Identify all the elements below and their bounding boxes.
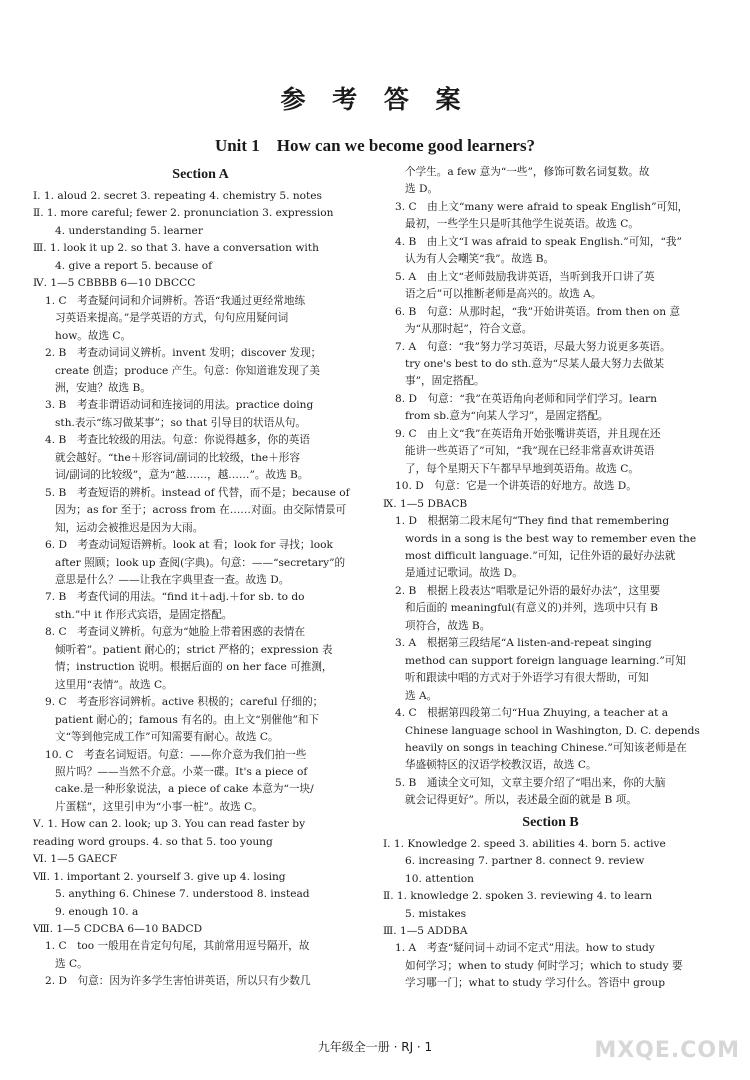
answer-line: 9. C 考查形容词辨析。active 积极的；careful 仔细的；	[45, 696, 324, 709]
answer-line: try one's best to do sth.意为“尽某人最大努力去做某	[405, 357, 664, 370]
answer-line: 选 A。	[405, 689, 438, 702]
answer-line: Ⅱ. 1. more careful; fewer 2. pronunciation 3. expression	[33, 207, 334, 220]
answer-line: 文“等到他完成工作”可知需要有耐心。故选 C。	[55, 731, 279, 744]
answer-line: 片蛋糕”，这里引申为“小事一桩”。故选 C。	[55, 800, 263, 813]
answer-line: words in a song is the best way to remember even the	[405, 532, 697, 545]
answer-line: sth.表示“练习做某事”；so that 引导目的状语从句。	[55, 416, 307, 429]
answer-line: 9. C 由上文“我”在英语角开始张嘴讲英语，并且现在还	[395, 427, 661, 440]
section-b-answer-lines	[383, 836, 718, 993]
answer-line: 1. A 考查“疑问词＋动词不定式”用法。how to study	[395, 942, 655, 955]
answer-line: 词/副词的比较级”，意为“越……，越……”。故选 B。	[55, 469, 309, 482]
answer-line: 10. C 考查名词短语。句意：——你介意为我们拍一些	[45, 748, 307, 761]
section-a-heading: Section A	[172, 167, 229, 182]
answer-line: 能讲一些英语了”可知，“我”现在已经非常喜欢讲英语	[405, 445, 655, 458]
answer-line: 3. B 考查非谓语动词和连接词的用法。practice doing	[45, 399, 314, 412]
answer-line: 4. B 由上文“I was afraid to speak English.”可知，“我”	[395, 235, 682, 248]
answer-line: 1. D 根据第二段末尾句“They find that remembering	[395, 515, 670, 528]
answer-line: 9. enough 10. a	[55, 905, 139, 918]
answer-line: 最初，一些学生只是听其他学生说英语。故选 C。	[405, 218, 639, 231]
left-column	[33, 162, 368, 991]
answer-line: most difficult language.”可知，记住外语的最好办法就	[405, 549, 676, 562]
answer-line: 就会记得更好”。所以，表述最全面的就是 B 项。	[405, 794, 637, 807]
answer-line: create 创造；produce 产生。句意：你知道谁发现了美	[55, 364, 320, 377]
answer-line: 4. understanding 5. learner	[55, 224, 203, 237]
answer-line: 8. C 考查词义辨析。句意为“她脸上带着困惑的表情在	[45, 626, 306, 639]
section-b-heading: Section B	[522, 814, 579, 830]
answer-line: from sb.意为“向某人学习”，是固定搭配。	[405, 410, 609, 423]
answer-line: 了，每个星期天下午都早早地到英语角。故选 C。	[405, 462, 639, 475]
answer-line: 5. mistakes	[405, 907, 467, 920]
answer-line: 1. C 考查疑问词和介词辨析。答语“我通过更经常地练	[45, 294, 306, 307]
answer-line: 学习哪一门；what to study 学习什么。答语中 group	[405, 977, 665, 990]
answer-line: 和后面的 meaningful(有意义的)并列，选项中只有 B	[405, 602, 658, 615]
right-column	[383, 164, 718, 993]
answer-line: 华盛顿特区的汉语学校教汉语，故选 C。	[405, 759, 597, 772]
answer-line: 7. A 句意：“我”努力学习英语，尽最大努力说更多英语。	[395, 340, 671, 353]
answer-line: 1. C too 一般用在肯定句句尾，其前常用逗号隔开，故	[45, 940, 310, 953]
answer-line: 知，运动会被推迟是因为大雨。	[55, 521, 204, 534]
answer-line: Ⅵ. 1—5 GAECF	[33, 853, 118, 866]
answer-line: 因为；as for 至于；across from 在……对面。由交际情景可	[55, 504, 347, 517]
answer-line: Ⅱ. 1. knowledge 2. spoken 3. reviewing 4. to learn	[383, 890, 653, 903]
answer-line: Ⅳ. 1—5 CBBBB 6—10 DBCCC	[33, 277, 196, 290]
unit-title: Unit 1 How can we become good learners?	[214, 136, 536, 155]
answer-line: 4. C 根据第四段第二句“Hua Zhuying, a teacher at a	[395, 707, 669, 720]
answer-line: Ⅷ. 1—5 CDCBA 6—10 BADCD	[33, 923, 203, 936]
answer-line: 6. D 考查动词短语辨析。look at 看；look for 寻找；look	[45, 539, 333, 552]
answer-line: Ⅰ. 1. Knowledge 2. speed 3. abilities 4. born 5. active	[383, 837, 666, 850]
answer-line: 项符合，故选 B。	[405, 619, 491, 632]
answer-line: 2. B 根据上段表达“唱歌是记外语的最好办法”，这里要	[395, 584, 661, 597]
answer-line: Chinese language school in Washington, D. C. depends	[405, 724, 700, 737]
answer-line: how。故选 C。	[55, 329, 132, 342]
page-footer: 九年级全一册 · RJ · 1	[317, 1040, 433, 1054]
answer-line: Ⅰ. 1. aloud 2. secret 3. repeating 4. chemistry 5. notes	[33, 190, 322, 202]
answer-line: 是通过记歌词。故选 D。	[405, 567, 523, 580]
answer-line: 10. D 句意：它是一个讲英语的好地方。故选 D。	[395, 480, 637, 493]
answer-line: 8. D 句意：“我”在英语角向老师和同学们学习。learn	[395, 392, 657, 405]
answer-line: Ⅶ. 1. important 2. yourself 3. give up 4. losing	[33, 870, 286, 883]
answer-line: 照片吗？——当然不介意。小菜一碟。It's a piece of	[55, 765, 308, 778]
answer-line: reading word groups. 4. so that 5. too young	[33, 835, 273, 848]
answer-line: 语之后”可以推断老师是高兴的。故选 A。	[405, 288, 602, 301]
answer-line: 倾听着”。patient 耐心的；strict 严格的；expression 表	[55, 643, 333, 656]
answer-line: 洲，安迪？故选 B。	[55, 381, 151, 394]
answer-line: 5. B 考查短语的辨析。instead of 代替，而不是；because of	[45, 486, 350, 499]
answer-line: heavily on songs in teaching Chinese.”可知该老师是在	[405, 741, 687, 754]
answer-line: 4. give a report 5. because of	[55, 259, 213, 272]
answer-line: 这里用“表情”。故选 C。	[55, 678, 173, 691]
answer-line: 个学生。a few 意为“一些”，修饰可数名词复数。故	[405, 166, 650, 178]
answer-line: 听和跟读中唱的方式对于外语学习有很大帮助，可知	[405, 672, 649, 685]
answer-line: 选 D。	[405, 183, 439, 196]
answer-line: 就会越好。“the＋形容词/副词的比较级，the＋形容	[55, 451, 300, 464]
answer-line: sth.”中 it 作形式宾语，是固定搭配。	[55, 608, 233, 621]
answer-line: 情；instruction 说明。根据后面的 on her face 可推测，	[55, 661, 333, 674]
answer-line: method can support foreign language learning.”可知	[405, 654, 686, 667]
answer-line: 7. B 考查代词的用法。“find it＋adj.＋for sb. to do	[45, 591, 305, 604]
page-title: 参 考 答 案	[280, 85, 470, 114]
answer-line: Ⅲ. 1—5 ADDBA	[383, 925, 468, 938]
answer-line: 10. attention	[405, 872, 474, 885]
answer-line: 6. increasing 7. partner 8. connect 9. review	[405, 855, 645, 868]
answer-line: 2. D 句意：因为许多学生害怕讲英语，所以只有少数几	[45, 975, 311, 988]
answer-line: cake.是一种形象说法，a piece of cake 本意为“一块/	[55, 783, 314, 796]
answer-line: after 照顾；look up 查阅(字典)。句意：——“secretary”的	[55, 556, 346, 569]
answer-line: 5. A 由上文“老师鼓励我讲英语，当听到我开口讲了英	[395, 270, 655, 283]
right-answer-lines	[383, 164, 718, 810]
answer-line: 意思是什么？——让我在字典里查一查。故选 D。	[55, 573, 290, 586]
left-answer-lines	[33, 188, 368, 991]
answer-line: 为“从那时起”，符合文意。	[405, 323, 533, 336]
answer-line: 事”，固定搭配。	[405, 375, 485, 388]
answer-line: 如何学习；when to study 何时学习；which to study 要	[405, 959, 683, 972]
answer-line: Ⅴ. 1. How can 2. look; up 3. You can read faster by	[33, 818, 306, 831]
answer-line: 4. B 考查比较级的用法。句意：你说得越多，你的英语	[45, 434, 310, 447]
answer-line: 3. C 由上文“many were afraid to speak English”可知，	[395, 200, 689, 213]
answer-line: 3. A 根据第三段结尾“A listen-and-repeat singing	[395, 637, 652, 650]
answer-line: 选 C。	[55, 957, 88, 970]
answer-line: Ⅲ. 1. look it up 2. so that 3. have a conversation with	[33, 242, 319, 255]
answer-line: Ⅸ. 1—5 DBACB	[383, 497, 468, 510]
answer-line: 2. B 考查动词词义辨析。invent 发明；discover 发现；	[45, 347, 322, 360]
answer-line: 习英语来提高。”是学英语的方式，句句应用疑问词	[55, 312, 289, 325]
watermark: MXQE.COM	[594, 1038, 740, 1063]
answer-line: patient 耐心的；famous 有名的。由上文“别催他”和下	[55, 713, 320, 726]
answer-line: 5. B 通读全文可知，文章主要介绍了“唱出来，你的大脑	[395, 776, 666, 789]
answer-line: 认为有人会嘲笑“我”。故选 B。	[405, 253, 555, 266]
answer-line: 6. B 句意：从那时起，“我”开始讲英语。from then on 意	[395, 305, 681, 318]
answer-line: 5. anything 6. Chinese 7. understood 8. instead	[55, 888, 310, 901]
